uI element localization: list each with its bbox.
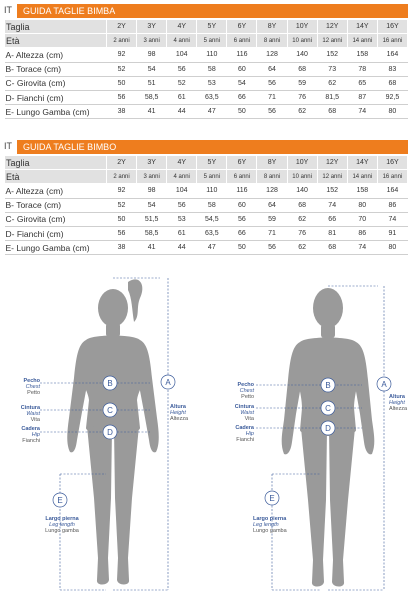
- measure-value: 54: [137, 62, 167, 76]
- age-cell: 3 anni: [137, 34, 167, 48]
- measure-row: [5, 48, 408, 62]
- language-code: IT: [4, 5, 12, 15]
- measure-value: 110: [197, 184, 227, 198]
- size-cell: 8Y: [257, 20, 287, 34]
- language-code: IT: [4, 141, 12, 151]
- figures-svg: [0, 268, 416, 606]
- age-cell: 10 anni: [287, 34, 317, 48]
- measure-value: 44: [167, 241, 197, 255]
- age-cell: 16 anni: [377, 34, 407, 48]
- size-cell: 12Y: [317, 156, 347, 170]
- leg-label-it: Lungo gamba: [253, 528, 287, 534]
- measure-value: 52: [107, 62, 137, 76]
- measure-value: 128: [257, 48, 287, 62]
- measure-value: 140: [287, 48, 317, 62]
- measure-value: 51,5: [137, 212, 167, 226]
- measure-value: 158: [347, 184, 377, 198]
- measure-value: 51: [137, 76, 167, 90]
- age-cell: 12 anni: [317, 34, 347, 48]
- waist-label-it: Vita: [244, 416, 254, 422]
- size-cell: 4Y: [167, 20, 197, 34]
- age-row: [5, 170, 408, 184]
- measure-row: [5, 184, 408, 198]
- age-cell: 2 anni: [107, 170, 137, 184]
- measure-value: 86: [347, 226, 377, 240]
- measure-value: 47: [197, 241, 227, 255]
- girl-size-guide: [4, 4, 412, 117]
- measure-value: 58: [197, 198, 227, 212]
- measure-value: 60: [227, 62, 257, 76]
- age-cell: 3 anni: [137, 170, 167, 184]
- size-header-row: [5, 20, 408, 34]
- svg-text:B: B: [325, 381, 331, 390]
- age-cell: 16 anni: [377, 170, 407, 184]
- marker-c: [103, 403, 117, 417]
- svg-text:E: E: [269, 494, 275, 503]
- age-cell: 6 anni: [227, 170, 257, 184]
- measure-value: 52: [107, 198, 137, 212]
- age-cell: 5 anni: [197, 34, 227, 48]
- measure-value: 68: [317, 105, 347, 119]
- girl-title-bar: [17, 4, 408, 18]
- measure-value: 50: [107, 76, 137, 90]
- measure-label: A- Altezza (cm): [5, 184, 107, 198]
- age-cell: 12 anni: [317, 170, 347, 184]
- marker-a: [161, 375, 175, 389]
- measure-value: 128: [257, 184, 287, 198]
- measure-value: 98: [137, 48, 167, 62]
- size-cell: 2Y: [107, 156, 137, 170]
- measure-value: 56: [107, 226, 137, 240]
- waist-label-it: Vita: [30, 417, 40, 423]
- height-label-en: Height: [170, 410, 186, 416]
- size-cell: 3Y: [137, 20, 167, 34]
- svg-text:A: A: [381, 380, 387, 389]
- size-cell: 6Y: [227, 20, 257, 34]
- measure-label: B- Torace (cm): [5, 62, 107, 76]
- size-label: Taglia: [5, 156, 107, 170]
- svg-text:D: D: [325, 424, 331, 433]
- chest-label-es: Pecho: [237, 382, 254, 388]
- size-cell: 10Y: [287, 156, 317, 170]
- measure-label: E- Lungo Gamba (cm): [5, 241, 107, 255]
- measure-value: 81: [317, 226, 347, 240]
- measure-row: [5, 90, 408, 104]
- marker-a: [377, 377, 391, 391]
- measure-value: 152: [317, 48, 347, 62]
- measure-value: 58: [197, 62, 227, 76]
- size-cell: 16Y: [377, 20, 407, 34]
- measure-row: [5, 105, 408, 119]
- boy-size-table: [4, 155, 408, 255]
- size-cell: 2Y: [107, 20, 137, 34]
- measure-value: 68: [377, 76, 407, 90]
- measure-value: 56: [107, 90, 137, 104]
- measure-value: 56: [167, 62, 197, 76]
- measure-value: 41: [137, 241, 167, 255]
- measure-value: 92: [107, 184, 137, 198]
- measure-value: 104: [167, 184, 197, 198]
- age-label: Età: [5, 170, 107, 184]
- measure-value: 71: [257, 90, 287, 104]
- measure-value: 50: [227, 241, 257, 255]
- measure-value: 64: [257, 198, 287, 212]
- measure-value: 81,5: [317, 90, 347, 104]
- measure-value: 66: [227, 226, 257, 240]
- age-cell: 14 anni: [347, 170, 377, 184]
- measure-value: 52: [167, 76, 197, 90]
- measure-row: [5, 62, 408, 76]
- measure-value: 53: [167, 212, 197, 226]
- measure-value: 54: [137, 198, 167, 212]
- measure-value: 56: [227, 212, 257, 226]
- chest-label-es: Pecho: [23, 378, 40, 384]
- measure-value: 92,5: [377, 90, 407, 104]
- measure-label: D- Fianchi (cm): [5, 90, 107, 104]
- age-cell: 8 anni: [257, 34, 287, 48]
- size-cell: 14Y: [347, 20, 377, 34]
- measure-value: 76: [287, 90, 317, 104]
- measure-value: 164: [377, 48, 407, 62]
- marker-d: [103, 425, 117, 439]
- size-cell: 3Y: [137, 156, 167, 170]
- measure-value: 56: [257, 105, 287, 119]
- size-cell: 14Y: [347, 156, 377, 170]
- boy-figure: [235, 286, 408, 590]
- measure-value: 56: [257, 241, 287, 255]
- chest-label-en: Chest: [239, 388, 254, 394]
- measure-value: 66: [317, 212, 347, 226]
- svg-text:C: C: [325, 404, 331, 413]
- size-cell: 12Y: [317, 20, 347, 34]
- measure-value: 83: [377, 62, 407, 76]
- measure-value: 50: [227, 105, 257, 119]
- measure-value: 58,5: [137, 226, 167, 240]
- chest-label-en: Chest: [25, 384, 40, 390]
- measure-value: 64: [257, 62, 287, 76]
- measure-value: 74: [347, 105, 377, 119]
- age-cell: 5 anni: [197, 170, 227, 184]
- age-row: [5, 34, 408, 48]
- measure-value: 60: [227, 198, 257, 212]
- height-label-es: Altura: [389, 394, 405, 400]
- age-cell: 14 anni: [347, 34, 377, 48]
- leg-label-en: Leg length: [49, 522, 75, 528]
- boy-title-bar: [17, 140, 408, 154]
- hip-label-en: Hip: [245, 431, 254, 437]
- measure-value: 164: [377, 184, 407, 198]
- measure-value: 41: [137, 105, 167, 119]
- measure-value: 47: [197, 105, 227, 119]
- measure-value: 98: [137, 184, 167, 198]
- chest-label-it: Petto: [27, 390, 40, 396]
- measure-value: 116: [227, 184, 257, 198]
- hip-label-it: Fianchi: [236, 437, 254, 443]
- measure-value: 74: [347, 241, 377, 255]
- leg-label-en: Leg length: [253, 522, 279, 528]
- measure-value: 54: [227, 76, 257, 90]
- size-cell: 5Y: [197, 20, 227, 34]
- measure-label: C- Girovita (cm): [5, 212, 107, 226]
- boy-silhouette: [282, 288, 375, 587]
- measure-value: 62: [287, 212, 317, 226]
- waist-label-es: Cintura: [20, 405, 40, 411]
- size-cell: 16Y: [377, 156, 407, 170]
- size-cell: 6Y: [227, 156, 257, 170]
- waist-label-en: Waist: [240, 410, 254, 416]
- age-label: Età: [5, 34, 107, 48]
- measure-value: 152: [317, 184, 347, 198]
- measure-value: 38: [107, 241, 137, 255]
- age-cell: 6 anni: [227, 34, 257, 48]
- height-label-it: Altezza: [389, 406, 408, 412]
- measure-value: 68: [317, 241, 347, 255]
- girl-table-title: GUIDA TAGLIE BIMBA: [23, 6, 116, 16]
- size-cell: 4Y: [167, 156, 197, 170]
- measure-value: 58,5: [137, 90, 167, 104]
- boy-title-row: [4, 140, 412, 154]
- measure-value: 78: [347, 62, 377, 76]
- measure-value: 59: [257, 212, 287, 226]
- size-cell: 8Y: [257, 156, 287, 170]
- measure-value: 158: [347, 48, 377, 62]
- measure-value: 62: [317, 76, 347, 90]
- measure-value: 80: [347, 198, 377, 212]
- measure-value: 80: [377, 241, 407, 255]
- svg-text:E: E: [57, 496, 63, 505]
- measure-value: 62: [287, 241, 317, 255]
- hip-label-es: Cadera: [21, 426, 40, 432]
- measure-value: 110: [197, 48, 227, 62]
- girl-title-row: [4, 4, 412, 18]
- measure-value: 61: [167, 226, 197, 240]
- age-cell: 4 anni: [167, 34, 197, 48]
- marker-d: [321, 421, 335, 435]
- measurement-figures: [0, 268, 416, 606]
- measure-value: 68: [287, 62, 317, 76]
- measure-value: 140: [287, 184, 317, 198]
- boy-size-guide: [4, 140, 412, 253]
- svg-text:B: B: [107, 379, 113, 388]
- measure-value: 63,5: [197, 90, 227, 104]
- leg-label-es: Largo pierna: [45, 516, 79, 522]
- measure-label: A- Altezza (cm): [5, 48, 107, 62]
- svg-text:C: C: [107, 406, 113, 415]
- measure-value: 70: [347, 212, 377, 226]
- size-header-row: [5, 156, 408, 170]
- age-cell: 8 anni: [257, 170, 287, 184]
- measure-value: 53: [197, 76, 227, 90]
- measure-row: [5, 198, 408, 212]
- measure-value: 38: [107, 105, 137, 119]
- girl-size-table: [4, 19, 408, 119]
- measure-value: 71: [257, 226, 287, 240]
- measure-value: 80: [377, 105, 407, 119]
- marker-b: [103, 376, 117, 390]
- svg-text:D: D: [107, 428, 113, 437]
- measure-value: 74: [317, 198, 347, 212]
- measure-row: [5, 226, 408, 240]
- hip-label-it: Fianchi: [22, 438, 40, 444]
- age-cell: 4 anni: [167, 170, 197, 184]
- measure-value: 68: [287, 198, 317, 212]
- size-cell: 10Y: [287, 20, 317, 34]
- measure-value: 116: [227, 48, 257, 62]
- marker-b: [321, 378, 335, 392]
- measure-value: 56: [167, 198, 197, 212]
- measure-row: [5, 241, 408, 255]
- height-label-it: Altezza: [170, 416, 189, 422]
- marker-e: [53, 493, 67, 507]
- measure-value: 86: [377, 198, 407, 212]
- measure-value: 59: [287, 76, 317, 90]
- size-label: Taglia: [5, 20, 107, 34]
- age-cell: 2 anni: [107, 34, 137, 48]
- boy-table-title: GUIDA TAGLIE BIMBO: [23, 142, 117, 152]
- size-cell: 5Y: [197, 156, 227, 170]
- measure-value: 56: [257, 76, 287, 90]
- girl-figure: [21, 278, 189, 590]
- measure-value: 54,5: [197, 212, 227, 226]
- measure-value: 44: [167, 105, 197, 119]
- measure-value: 66: [227, 90, 257, 104]
- waist-label-es: Cintura: [234, 404, 254, 410]
- leg-label-it: Lungo gamba: [45, 528, 79, 534]
- measure-row: [5, 212, 408, 226]
- height-label-en: Height: [389, 400, 405, 406]
- measure-value: 63,5: [197, 226, 227, 240]
- hip-label-es: Cadera: [235, 425, 254, 431]
- measure-value: 65: [347, 76, 377, 90]
- measure-value: 73: [317, 62, 347, 76]
- measure-value: 74: [377, 212, 407, 226]
- measure-value: 104: [167, 48, 197, 62]
- measure-label: B- Torace (cm): [5, 198, 107, 212]
- marker-c: [321, 401, 335, 415]
- chest-label-it: Petto: [241, 394, 254, 400]
- measure-label: C- Girovita (cm): [5, 76, 107, 90]
- marker-e: [265, 491, 279, 505]
- measure-row: [5, 76, 408, 90]
- height-label-es: Altura: [170, 404, 186, 410]
- measure-value: 92: [107, 48, 137, 62]
- measure-value: 50: [107, 212, 137, 226]
- hip-label-en: Hip: [31, 432, 40, 438]
- waist-label-en: Waist: [26, 411, 40, 417]
- measure-value: 91: [377, 226, 407, 240]
- age-cell: 10 anni: [287, 170, 317, 184]
- measure-label: E- Lungo Gamba (cm): [5, 105, 107, 119]
- leg-label-es: Largo pierna: [253, 516, 287, 522]
- measure-value: 87: [347, 90, 377, 104]
- measure-label: D- Fianchi (cm): [5, 226, 107, 240]
- measure-value: 76: [287, 226, 317, 240]
- svg-text:A: A: [165, 378, 171, 387]
- measure-value: 62: [287, 105, 317, 119]
- measure-value: 61: [167, 90, 197, 104]
